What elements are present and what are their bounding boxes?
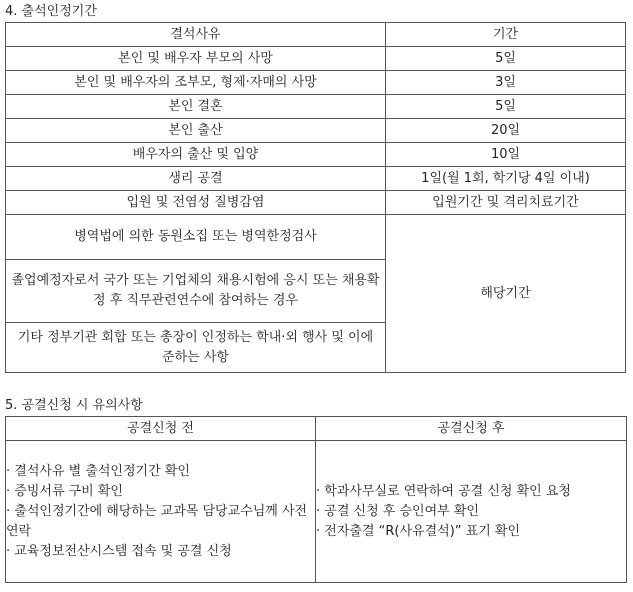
reason-cell: 생리 공결 (6, 167, 386, 191)
list-item: · 출석인정기간에 해당하는 교과목 담당교수님께 사전 연락 (6, 503, 308, 539)
reason-cell: 병역법에 의한 동원소집 또는 병역한정검사 (6, 215, 386, 260)
section-title-notes: 5. 공결신청 시 유의사항 (5, 398, 143, 413)
before-request-list (6, 462, 313, 562)
after-request-list (316, 482, 624, 542)
period-cell: 10일 (386, 143, 626, 167)
table-header-row (6, 23, 626, 47)
reason-cell: 배우자의 출산 및 입양 (6, 143, 386, 167)
list-item: · 증빙서류 구비 확인 (6, 483, 123, 499)
absence-request-notes-table (5, 416, 627, 583)
period-cell: 5일 (386, 95, 626, 119)
list-item: · 공결 신청 후 승인여부 확인 (316, 503, 479, 519)
period-cell: 3일 (386, 71, 626, 95)
merged-period-cell: 해당기간 (386, 215, 626, 373)
reason-cell: 기타 정부기관 회합 또는 총장이 인정하는 학내·외 행사 및 이에 준하는 사항 (6, 323, 386, 373)
table-row (6, 47, 626, 71)
period-cell: 20일 (386, 119, 626, 143)
table-header-row (6, 417, 627, 441)
table-row (6, 143, 626, 167)
before-request-cell (6, 441, 316, 583)
list-item: · 전자출결 “R(사유결석)” 표기 확인 (316, 523, 521, 539)
table-row (6, 167, 626, 191)
list-item: · 교육정보전산시스템 접속 및 공결 신청 (6, 543, 232, 559)
table-row (6, 71, 626, 95)
attendance-period-table (5, 22, 626, 373)
reason-cell: 본인 및 배우자 부모의 사망 (6, 47, 386, 71)
reason-cell: 본인 출산 (6, 119, 386, 143)
column-header-before-request: 공결신청 전 (6, 417, 316, 441)
reason-cell: 본인 결혼 (6, 95, 386, 119)
reason-cell: 입원 및 전염성 질병감염 (6, 191, 386, 215)
reason-cell: 본인 및 배우자의 조부모, 형제·자매의 사망 (6, 71, 386, 95)
column-header-period: 기간 (386, 23, 626, 47)
period-cell: 1일(월 1회, 학기당 4일 이내) (386, 167, 626, 191)
after-request-cell (316, 441, 627, 583)
period-cell: 5일 (386, 47, 626, 71)
list-item: · 학과사무실로 연락하여 공결 신청 확인 요청 (316, 483, 571, 499)
table-row (6, 95, 626, 119)
table-row (6, 215, 626, 260)
table-row (6, 119, 626, 143)
column-header-reason: 결석사유 (6, 23, 386, 47)
section-title-attendance-period: 4. 출석인정기간 (5, 4, 97, 19)
reason-cell: 졸업예정자로서 국가 또는 기업체의 채용시험에 응시 또는 채용확정 후 직무관련연수에 참여하는 경우 (6, 260, 386, 323)
period-cell: 입원기간 및 격리치료기간 (386, 191, 626, 215)
list-item: · 결석사유 별 출석인정기간 확인 (6, 463, 190, 479)
table-row (6, 441, 627, 583)
column-header-after-request: 공결신청 후 (316, 417, 627, 441)
table-row (6, 191, 626, 215)
